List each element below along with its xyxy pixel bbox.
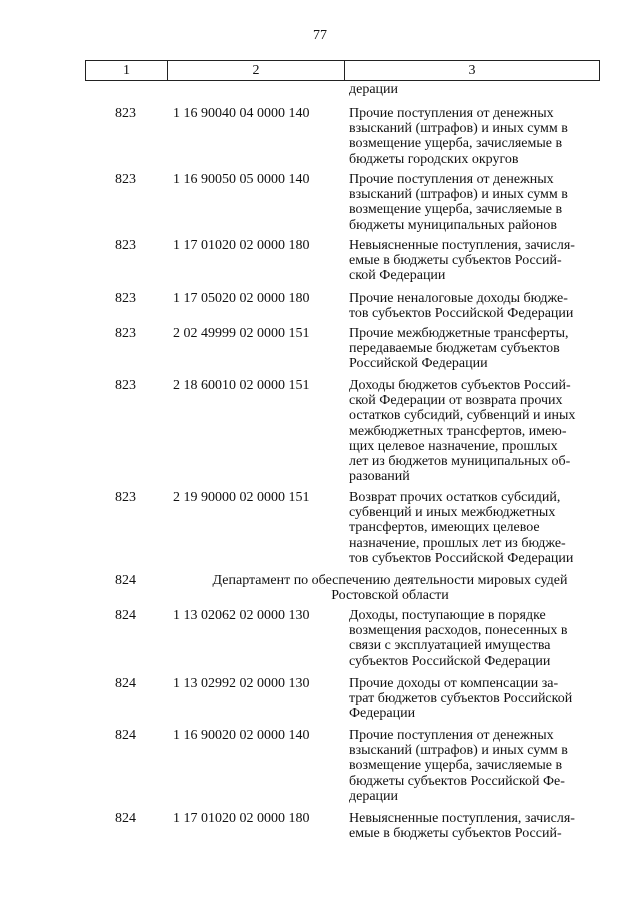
kbk-code: 1 17 01020 02 0000 180: [173, 811, 310, 826]
kbk-code: 1 16 90020 02 0000 140: [173, 728, 310, 743]
header-col-1: 1: [86, 61, 168, 80]
income-description: Прочие поступления от денежных взысканий (штрафов) и иных сумм в возмещение ущерба, зачисляемые в бюджеты субъектов Российской Фе- дерации: [349, 728, 568, 804]
admin-code: 824: [115, 676, 136, 691]
income-description: Невыясненные поступления, зачисля- емые в бюджеты субъектов Россий- ской Федерации: [349, 238, 575, 284]
income-description: Прочие поступления от денежных взысканий (штрафов) и иных сумм в возмещение ущерба, зачисляемые в бюджеты городских округов: [349, 106, 568, 167]
kbk-code: 1 16 90040 04 0000 140: [173, 106, 310, 121]
admin-code: 823: [115, 238, 136, 253]
income-description: Прочие поступления от денежных взысканий (штрафов) и иных сумм в возмещение ущерба, зачисляемые в бюджеты муниципальных районов: [349, 172, 568, 233]
admin-code: 824: [115, 811, 136, 826]
department-title: Департамент по обеспечению деятельности мировых судей Ростовской области: [212, 573, 568, 604]
page-number: 77: [313, 28, 327, 43]
income-description: Прочие неналоговые доходы бюдже- тов субъектов Российской Федерации: [349, 291, 574, 322]
header-col-2: 2: [168, 61, 345, 80]
table-header: [85, 60, 600, 81]
header-col-3: 3: [468, 62, 476, 78]
admin-code: 823: [115, 490, 136, 505]
admin-code: 823: [115, 291, 136, 306]
income-description: Доходы, поступающие в порядке возмещения расходов, понесенных в связи с эксплуатацией имущества субъектов Российской Федерации: [349, 608, 568, 669]
admin-code: 823: [115, 378, 136, 393]
kbk-code: 2 19 90000 02 0000 151: [173, 490, 310, 505]
kbk-code: 2 02 49999 02 0000 151: [173, 326, 310, 341]
income-description: Невыясненные поступления, зачисля- емые в бюджеты субъектов Россий-: [349, 811, 575, 842]
kbk-code: 1 17 01020 02 0000 180: [173, 238, 310, 253]
admin-code: 823: [115, 326, 136, 341]
kbk-code: 1 17 05020 02 0000 180: [173, 291, 310, 306]
admin-code: 824: [115, 728, 136, 743]
kbk-code: 1 13 02992 02 0000 130: [173, 676, 310, 691]
admin-code: 824: [115, 608, 136, 623]
continuation-text: дерации: [349, 82, 399, 97]
income-description: Доходы бюджетов субъектов Россий- ской Федерации от возврата прочих остатков субсидий, субвенций и иных межбюджетных трансфертов, имею- щих целевое назначение, прошлых лет из бюджетов муниципальных об- разований: [349, 378, 576, 485]
admin-code: 823: [115, 172, 136, 187]
income-description: Возврат прочих остатков субсидий, субвенций и иных межбюджетных трансфертов, имеющих целевое назначение, прошлых лет из бюдже- тов субъектов Российской Федерации: [349, 490, 574, 566]
kbk-code: 1 16 90050 05 0000 140: [173, 172, 310, 187]
kbk-code: 1 13 02062 02 0000 130: [173, 608, 310, 623]
admin-code: 823: [115, 106, 136, 121]
income-description: Прочие доходы от компенсации за- трат бюджетов субъектов Российской Федерации: [349, 676, 573, 722]
admin-code: 824: [115, 573, 136, 588]
kbk-code: 2 18 60010 02 0000 151: [173, 378, 310, 393]
income-description: Прочие межбюджетные трансферты, передаваемые бюджетам субъектов Российской Федерации: [349, 326, 569, 372]
